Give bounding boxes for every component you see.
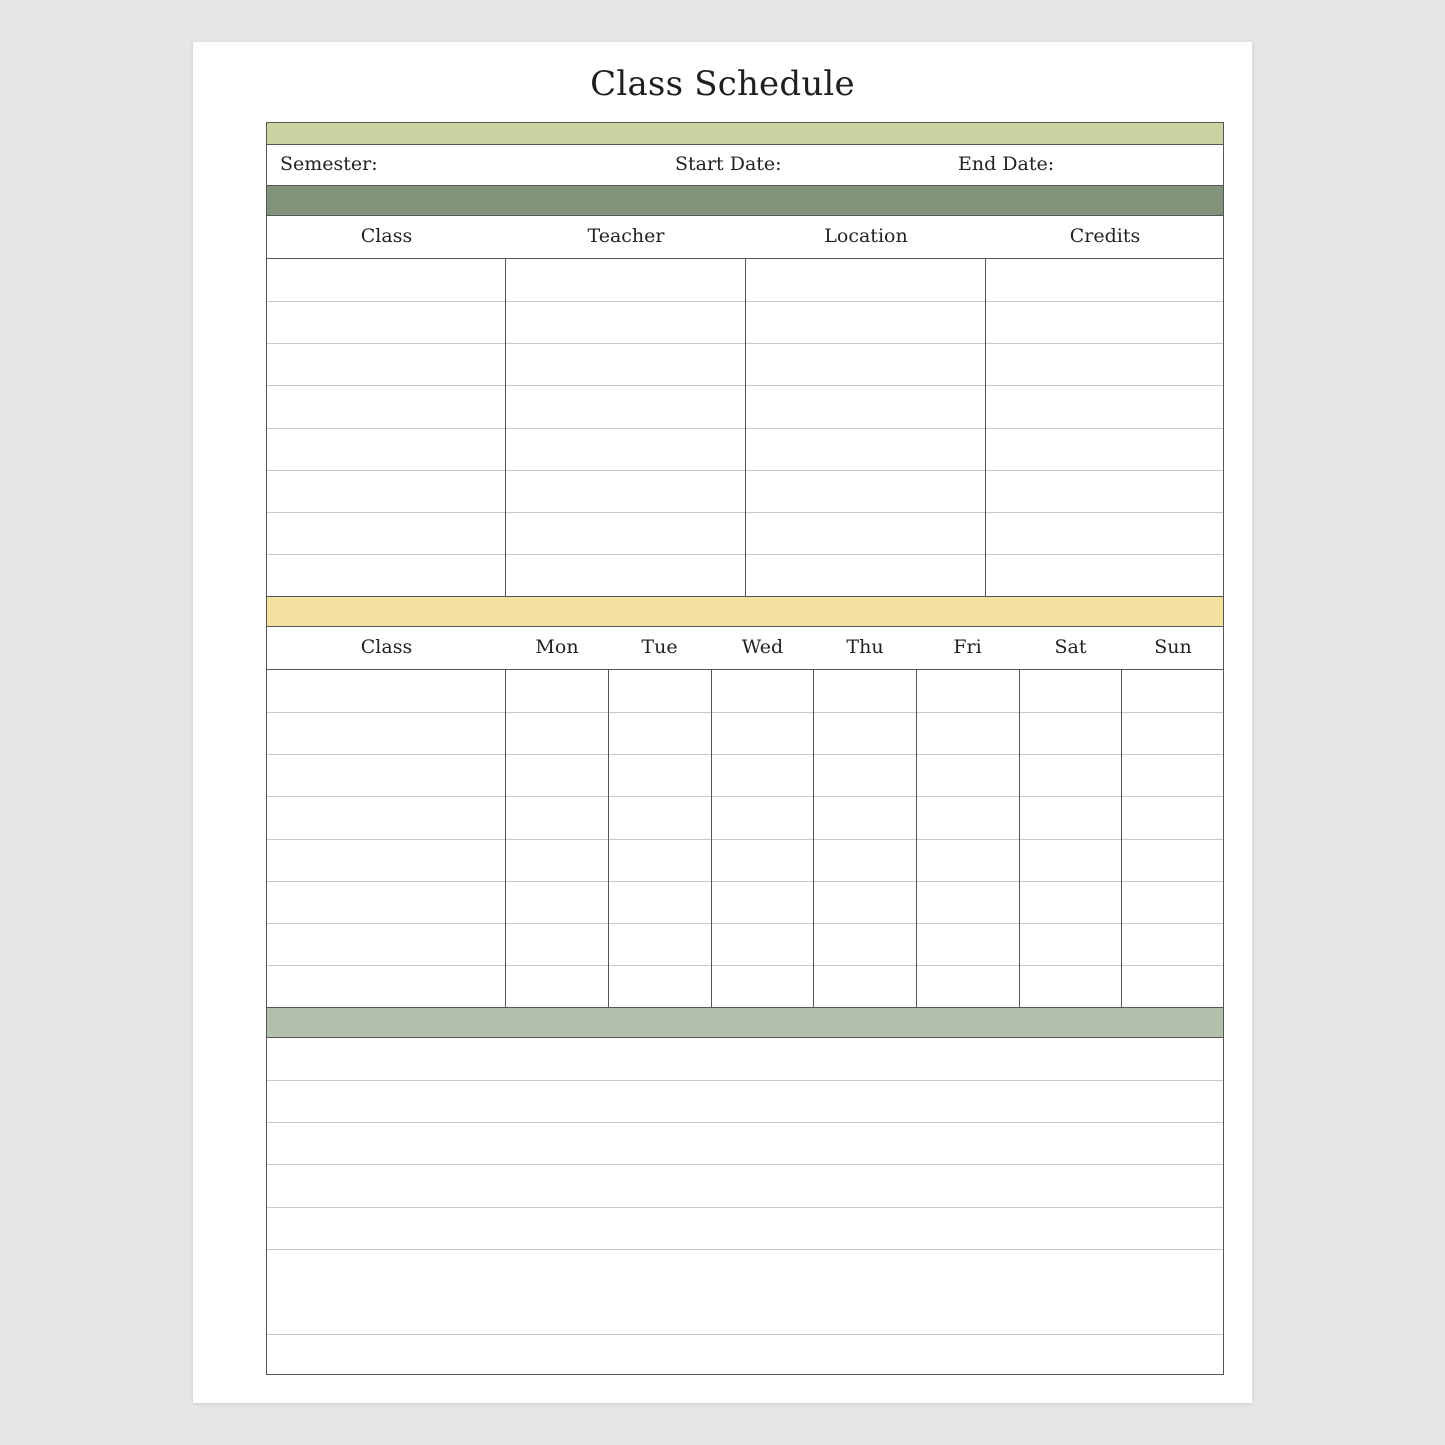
header-fri: Fri: [953, 636, 982, 658]
column-divider: [813, 670, 814, 1008]
column-divider: [505, 259, 506, 597]
note-line: [267, 1249, 1223, 1250]
end-date-label: End Date:: [958, 153, 1055, 175]
notes-area: [267, 1038, 1223, 1374]
page-title: Class Schedule: [590, 64, 855, 104]
header-band-lime: [267, 123, 1223, 145]
start-date-label: Start Date:: [675, 153, 782, 175]
weekly-table-body: [267, 670, 1223, 1008]
semester-label: Semester:: [280, 153, 378, 175]
column-divider: [745, 259, 746, 597]
header-class: Class: [360, 636, 413, 658]
column-divider: [711, 670, 712, 1008]
table-row: [267, 965, 1223, 966]
note-line: [267, 1080, 1223, 1081]
classes-table-body: [267, 259, 1223, 597]
header-credits: Credits: [1069, 225, 1141, 247]
section-band-sage: [267, 1007, 1223, 1038]
table-row: [267, 881, 1223, 882]
weekly-table-header: [267, 627, 1223, 669]
note-line: [267, 1122, 1223, 1123]
column-divider: [985, 259, 986, 597]
table-row: [267, 923, 1223, 924]
note-line: [267, 1164, 1223, 1165]
table-row: [267, 839, 1223, 840]
column-divider: [608, 670, 609, 1008]
header-mon: Mon: [535, 636, 579, 658]
column-divider: [1019, 670, 1020, 1008]
header-class: Class: [360, 225, 413, 247]
header-thu: Thu: [846, 636, 884, 658]
column-divider: [505, 670, 506, 1008]
header-sat: Sat: [1054, 636, 1087, 658]
column-divider: [916, 670, 917, 1008]
info-row: [267, 144, 1223, 186]
note-line: [267, 1207, 1223, 1208]
table-row: [267, 754, 1223, 755]
header-tue: Tue: [641, 636, 678, 658]
header-location: Location: [824, 225, 908, 247]
section-band-green: [267, 185, 1223, 216]
table-row: [267, 712, 1223, 713]
table-row: [267, 796, 1223, 797]
header-wed: Wed: [741, 636, 784, 658]
header-teacher: Teacher: [587, 225, 665, 247]
section-band-yellow: [267, 596, 1223, 627]
header-sun: Sun: [1154, 636, 1192, 658]
column-divider: [1121, 670, 1122, 1008]
note-line: [267, 1334, 1223, 1335]
schedule-frame: [266, 122, 1224, 1375]
classes-table-header: [267, 216, 1223, 258]
